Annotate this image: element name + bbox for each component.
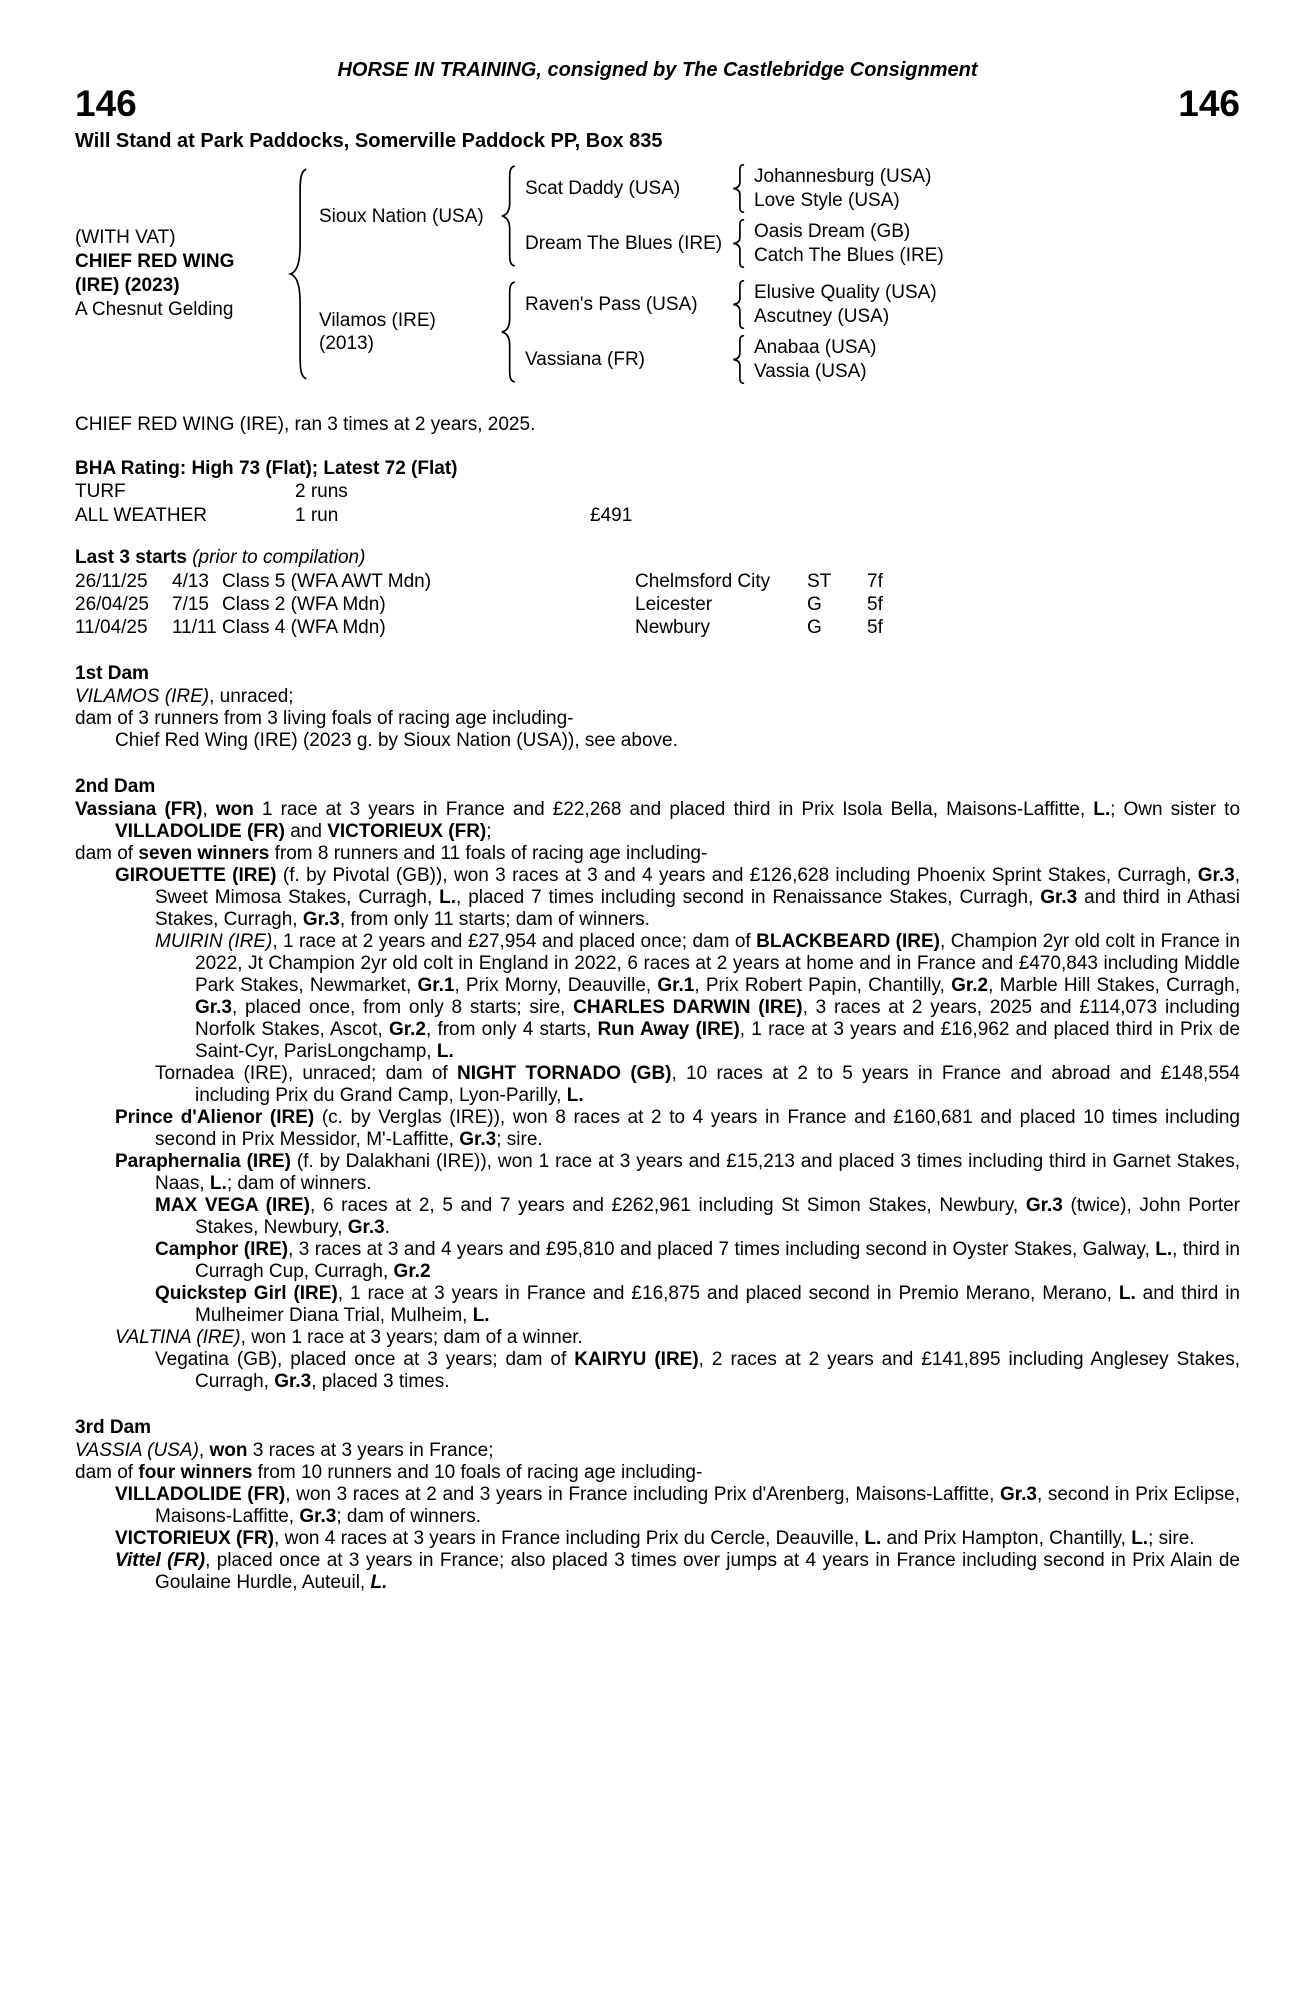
brace-icon [499, 165, 517, 267]
brace-icon [731, 164, 746, 213]
horse-description: A Chesnut Gelding [75, 299, 234, 320]
brace-icon [287, 167, 309, 381]
surface-row [75, 504, 1240, 528]
granddam-branch [525, 219, 1240, 268]
dam-paragraph: VILAMOS (IRE), unraced; [75, 686, 294, 707]
pedigree-ancestor-name: Catch The Blues (IRE) [754, 244, 944, 266]
damsire-branch [525, 280, 1240, 329]
race-going: ST [807, 571, 832, 592]
vat-note: (WITH VAT) [75, 227, 176, 248]
race-date: 26/11/25 [75, 571, 148, 592]
race-class: Class 4 (WFA Mdn) [222, 617, 386, 638]
brace-icon [731, 335, 746, 384]
stand-location: Will Stand at Park Paddocks, Somerville Paddock PP, Box 835 [75, 130, 663, 152]
dam-year: (2013) [319, 333, 374, 354]
last-starts-heading [75, 546, 1240, 570]
race-date: 11/04/25 [75, 617, 148, 638]
granddam-name: Dream The Blues (IRE) [525, 232, 723, 254]
dam-paragraph: Vegatina (GB), placed once at 3 years; dam of KAIRYU (IRE), 2 races at 2 years and £141,895 including Anglesey Stakes, Curragh, Gr.3, placed 3 times. [155, 1349, 1240, 1392]
race-position: 4/13 [172, 571, 209, 592]
horse-info [75, 226, 287, 322]
dam-paragraph: MUIRIN (IRE), 1 race at 2 years and £27,954 and placed once; dam of BLACKBEARD (IRE), Champion 2yr old colt in France in 2022, Jt Champion 2yr old colt in England in 2022, 6 races at 2 years at home and in France and £470,843 including Middle Park Stakes, Newmarket, Gr.1, Prix Morny, Deauville, Gr.1, Prix Robert Papin, Chantilly, Gr.2, Marble Hill Stakes, Curragh, Gr.3, placed once, from only 8 starts; sire, CHARLES DARWIN (IRE), 3 races at 2 years, 2025 and £114,073 including Norfolk Stakes, Ascot, Gr.2, from only 4 starts, Run Away (IRE), 1 race at 3 years and £16,962 and placed third in Prix de Saint-Cyr, ParisLongchamp, L. [155, 931, 1241, 1062]
surface-name: TURF [75, 481, 126, 502]
pedigree-ancestor-name: Oasis Dream (GB) [754, 220, 911, 242]
race-course: Leicester [635, 594, 713, 615]
pedigree-ancestor-name: Ascutney (USA) [754, 305, 890, 327]
dam-paragraph: GIROUETTE (IRE) (f. by Pivotal (GB)), won 3 races at 3 and 4 years and £126,628 including Phoenix Sprint Stakes, Curragh, Gr.3, Sweet Mimosa Stakes, Curragh, L., placed 7 times including second in Renaissance Stakes, Curragh, Gr.3 and third in Athasi Stakes, Curragh, Gr.3, from only 11 starts; dam of winners. [115, 865, 1241, 930]
dam-paragraph: Vassiana (FR), won 1 race at 3 years in France and £22,268 and placed third in Prix Isola Bella, Maisons-Laffitte, L.; Own sister to VILLADOLIDE (FR) and VICTORIEUX (FR); [75, 799, 1241, 842]
dam-paragraph: dam of seven winners from 8 runners and 11 foals of racing age including- [75, 843, 708, 864]
grandsire-branch [525, 164, 1240, 213]
bha-rating: BHA Rating: High 73 (Flat); Latest 72 (Flat) [75, 458, 458, 479]
race-date: 26/04/25 [75, 594, 149, 615]
second-dam-heading: 2nd Dam [75, 776, 156, 797]
surface-earnings: £491 [590, 505, 633, 526]
surface-row [75, 480, 1240, 504]
dam-paragraph: Paraphernalia (IRE) (f. by Dalakhani (IRE)), won 1 race at 3 years and £15,213 and placed 3 times including third in Garnet Stakes, Naas, L.; dam of winners. [115, 1151, 1240, 1194]
last-starts-note: (prior to compilation) [186, 547, 366, 568]
dam-paragraph: dam of four winners from 10 runners and 10 foals of racing age including- [75, 1462, 703, 1483]
dam-paragraph: Vittel (FR), placed once at 3 years in France; also placed 3 times over jumps at 4 years in France including second in Prix Alain de Goulaine Hurdle, Auteuil, L. [115, 1550, 1240, 1593]
race-position: 7/15 [172, 594, 209, 615]
race-course: Chelmsford City [635, 571, 771, 592]
race-row [75, 593, 1240, 616]
dam-paragraph: Camphor (IRE), 3 races at 3 and 4 years and £95,810 and placed 7 times including second in Oyster Stakes, Galway, L., third in Curragh Cup, Curragh, Gr.2 [155, 1239, 1240, 1282]
lot-number-right: 146 [1178, 83, 1240, 124]
pedigree-ancestor-name: Johannesburg (USA) [754, 165, 932, 187]
pedigree-table [75, 164, 1240, 384]
first-dam-heading: 1st Dam [75, 663, 149, 684]
race-class: Class 2 (WFA Mdn) [222, 594, 386, 615]
consignment-title: HORSE IN TRAINING, consigned by The Castlebridge Consignment [337, 59, 978, 81]
race-course: Newbury [635, 617, 710, 638]
race-summary: CHIEF RED WING (IRE), ran 3 times at 2 years, 2025. [75, 414, 536, 435]
damdam-branch [525, 335, 1240, 384]
dam-paragraph: MAX VEGA (IRE), 6 races at 2, 5 and 7 years and £262,961 including St Simon Stakes, Newbury, Gr.3 (twice), John Porter Stakes, Newbury, Gr.3. [155, 1195, 1240, 1238]
surface-name: ALL WEATHER [75, 505, 207, 526]
pedigree-ancestor-name: Vassia (USA) [754, 360, 867, 382]
lot-number-row [75, 84, 1240, 124]
dam-paragraph: Prince d'Alienor (IRE) (c. by Verglas (IRE)), won 8 races at 2 to 4 years in France and £160,681 and placed 10 times including second in Prix Messidor, M'-Laffitte, Gr.3; sire. [115, 1107, 1240, 1150]
damdam-name: Vassiana (FR) [525, 348, 646, 370]
dam-paragraph: VICTORIEUX (FR), won 4 races at 3 years in France including Prix du Cercle, Deauville, L. and Prix Hampton, Chantilly, L.; sire. [115, 1528, 1195, 1549]
race-going: G [807, 617, 822, 638]
pedigree-ancestor-name: Love Style (USA) [754, 189, 900, 211]
brace-icon [499, 281, 517, 383]
surface-runs: 1 run [295, 505, 339, 526]
pedigree-ancestor-name: Elusive Quality (USA) [754, 281, 937, 303]
lot-number-left: 146 [75, 83, 137, 124]
race-row [75, 570, 1240, 593]
race-position: 11/11 [172, 617, 217, 638]
race-distance: 7f [867, 571, 883, 592]
dam-paragraph: VALTINA (IRE), won 1 race at 3 years; dam of a winner. [115, 1327, 583, 1348]
race-distance: 5f [867, 617, 883, 638]
dam-paragraph: Tornadea (IRE), unraced; dam of NIGHT TORNADO (GB), 10 races at 2 to 5 years in France and abroad and £148,554 including Prix du Grand Camp, Lyon-Parilly, L. [155, 1063, 1240, 1106]
dam-paragraph: Chief Red Wing (IRE) (2023 g. by Sioux Nation (USA)), see above. [115, 730, 678, 751]
dam-paragraph: Quickstep Girl (IRE), 1 race at 3 years in France and £16,875 and placed second in Premio Merano, Merano, L. and third in Mulheimer Diana Trial, Mulheim, L. [155, 1283, 1240, 1326]
surface-earnings [590, 480, 1240, 504]
grandsire-name: Scat Daddy (USA) [525, 177, 681, 199]
race-row [75, 616, 1240, 639]
dam-paragraph: dam of 3 runners from 3 living foals of racing age including- [75, 708, 574, 729]
dam-name-line: Vilamos (IRE) [319, 310, 436, 331]
race-class: Class 5 (WFA AWT Mdn) [222, 571, 432, 592]
damsire-name: Raven's Pass (USA) [525, 293, 698, 315]
sire-name: Sioux Nation (USA) [319, 205, 484, 227]
brace-icon [731, 280, 746, 329]
brace-icon [731, 219, 746, 268]
third-dam-heading: 3rd Dam [75, 1417, 152, 1438]
surface-runs: 2 runs [295, 481, 348, 502]
race-distance: 5f [867, 594, 883, 615]
dam-branch [319, 280, 1240, 384]
dam-paragraph: VASSIA (USA), won 3 races at 3 years in France; [75, 1440, 494, 1461]
horse-origin-year: (IRE) (2023) [75, 275, 180, 296]
horse-name: CHIEF RED WING [75, 251, 235, 272]
dam-paragraph: VILLADOLIDE (FR), won 3 races at 2 and 3 years in France including Prix d'Arenberg, Maisons-Laffitte, Gr.3, second in Prix Eclipse, Maisons-Laffitte, Gr.3; dam of winners. [115, 1484, 1240, 1527]
pedigree-ancestor-name: Anabaa (USA) [754, 336, 877, 358]
last-starts-label: Last 3 starts [75, 547, 187, 568]
dam-name [319, 309, 491, 355]
sire-branch [319, 164, 1240, 268]
race-going: G [807, 594, 822, 615]
